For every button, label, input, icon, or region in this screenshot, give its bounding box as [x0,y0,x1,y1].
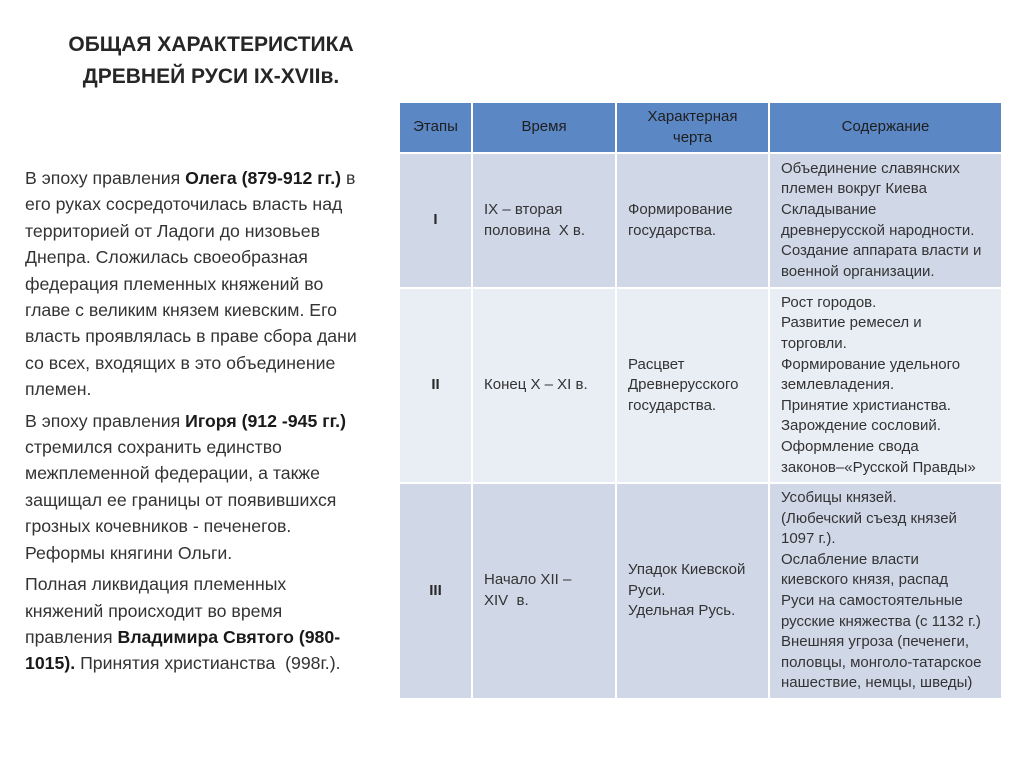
time-cell: Конец Х – XI в. [471,287,615,482]
content-cell: Усобицы князей. (Любечский съезд князей 1097 г.). Ослабление власти киевского князя, распад Руси на самостоятельные русские княжества (с 1132 г.) Внешняя угроза (печенеги, половцы, монголо-татарское нашествие, немцы, шведы) [768,482,1001,698]
intro-text [25,165,375,682]
table-header-stage: Этапы [400,103,471,152]
stages-table [400,103,1001,698]
paragraph-text: В эпоху правления [25,410,186,431]
paragraph-text: в его руках сосредоточилась власть над территорией от Ладоги до низовьев Днепра. Сложилась своеобразная федерация племенных княжений во главе с великим князем киевским. Его власть проявлялась в праве сбора дани со всех, входящих в это объединение племен. [25,168,357,400]
content-cell: Объединение славянских племен вокруг Киева Складывание древнерусской народности. Создание аппарата власти и военной организации. [768,152,1001,287]
intro-paragraph [25,408,375,566]
feature-cell: Расцвет Древнерусского государства. [615,287,768,482]
content-cell: Рост городов. Развитие ремесел и торговли. Формирование удельного землевладения. Принятие христианства. Зарождение сословий. Оформление свода законов–«Русской Правды» [768,287,1001,482]
time-cell: IX – вторая половина Х в. [471,152,615,287]
intro-paragraph [25,571,375,677]
table-header-feature: Характерная черта [615,103,768,152]
ruler-reign-highlight: Игоря (912 -945 гг.) [185,410,346,431]
table-header-time: Время [471,103,615,152]
slide-title: ОБЩАЯ ХАРАКТЕРИСТИКА ДРЕВНЕЙ РУСИ IX-XVIIв. [68,33,354,88]
stage-cell: III [400,482,471,698]
feature-cell: Упадок Киевской Руси. Удельная Русь. [615,482,768,698]
time-cell: Начало XII – XIV в. [471,482,615,698]
paragraph-text: В эпоху правления [25,168,186,188]
paragraph-text: Полная ликвидация племенных княжений происходит во время правления [25,574,287,647]
paragraph-text: Принятия христианства (998г.). [75,653,341,674]
table-header-content: Содержание [768,103,1001,152]
ruler-reign-highlight: Олега (879-912 гг.) [185,168,342,188]
stage-cell: I [400,152,471,287]
stage-cell: II [400,287,471,482]
ruler-reign-highlight: Владимира Святого (980- 1015). [25,626,341,674]
intro-paragraph [25,165,375,403]
feature-cell: Формирование государства. [615,152,768,287]
paragraph-text: стремился сохранить единство межплеменной федерации, а также защищал ее границы от появившихся грозных кочевников - печенегов. Реформы княгини Ольги. [25,437,337,563]
